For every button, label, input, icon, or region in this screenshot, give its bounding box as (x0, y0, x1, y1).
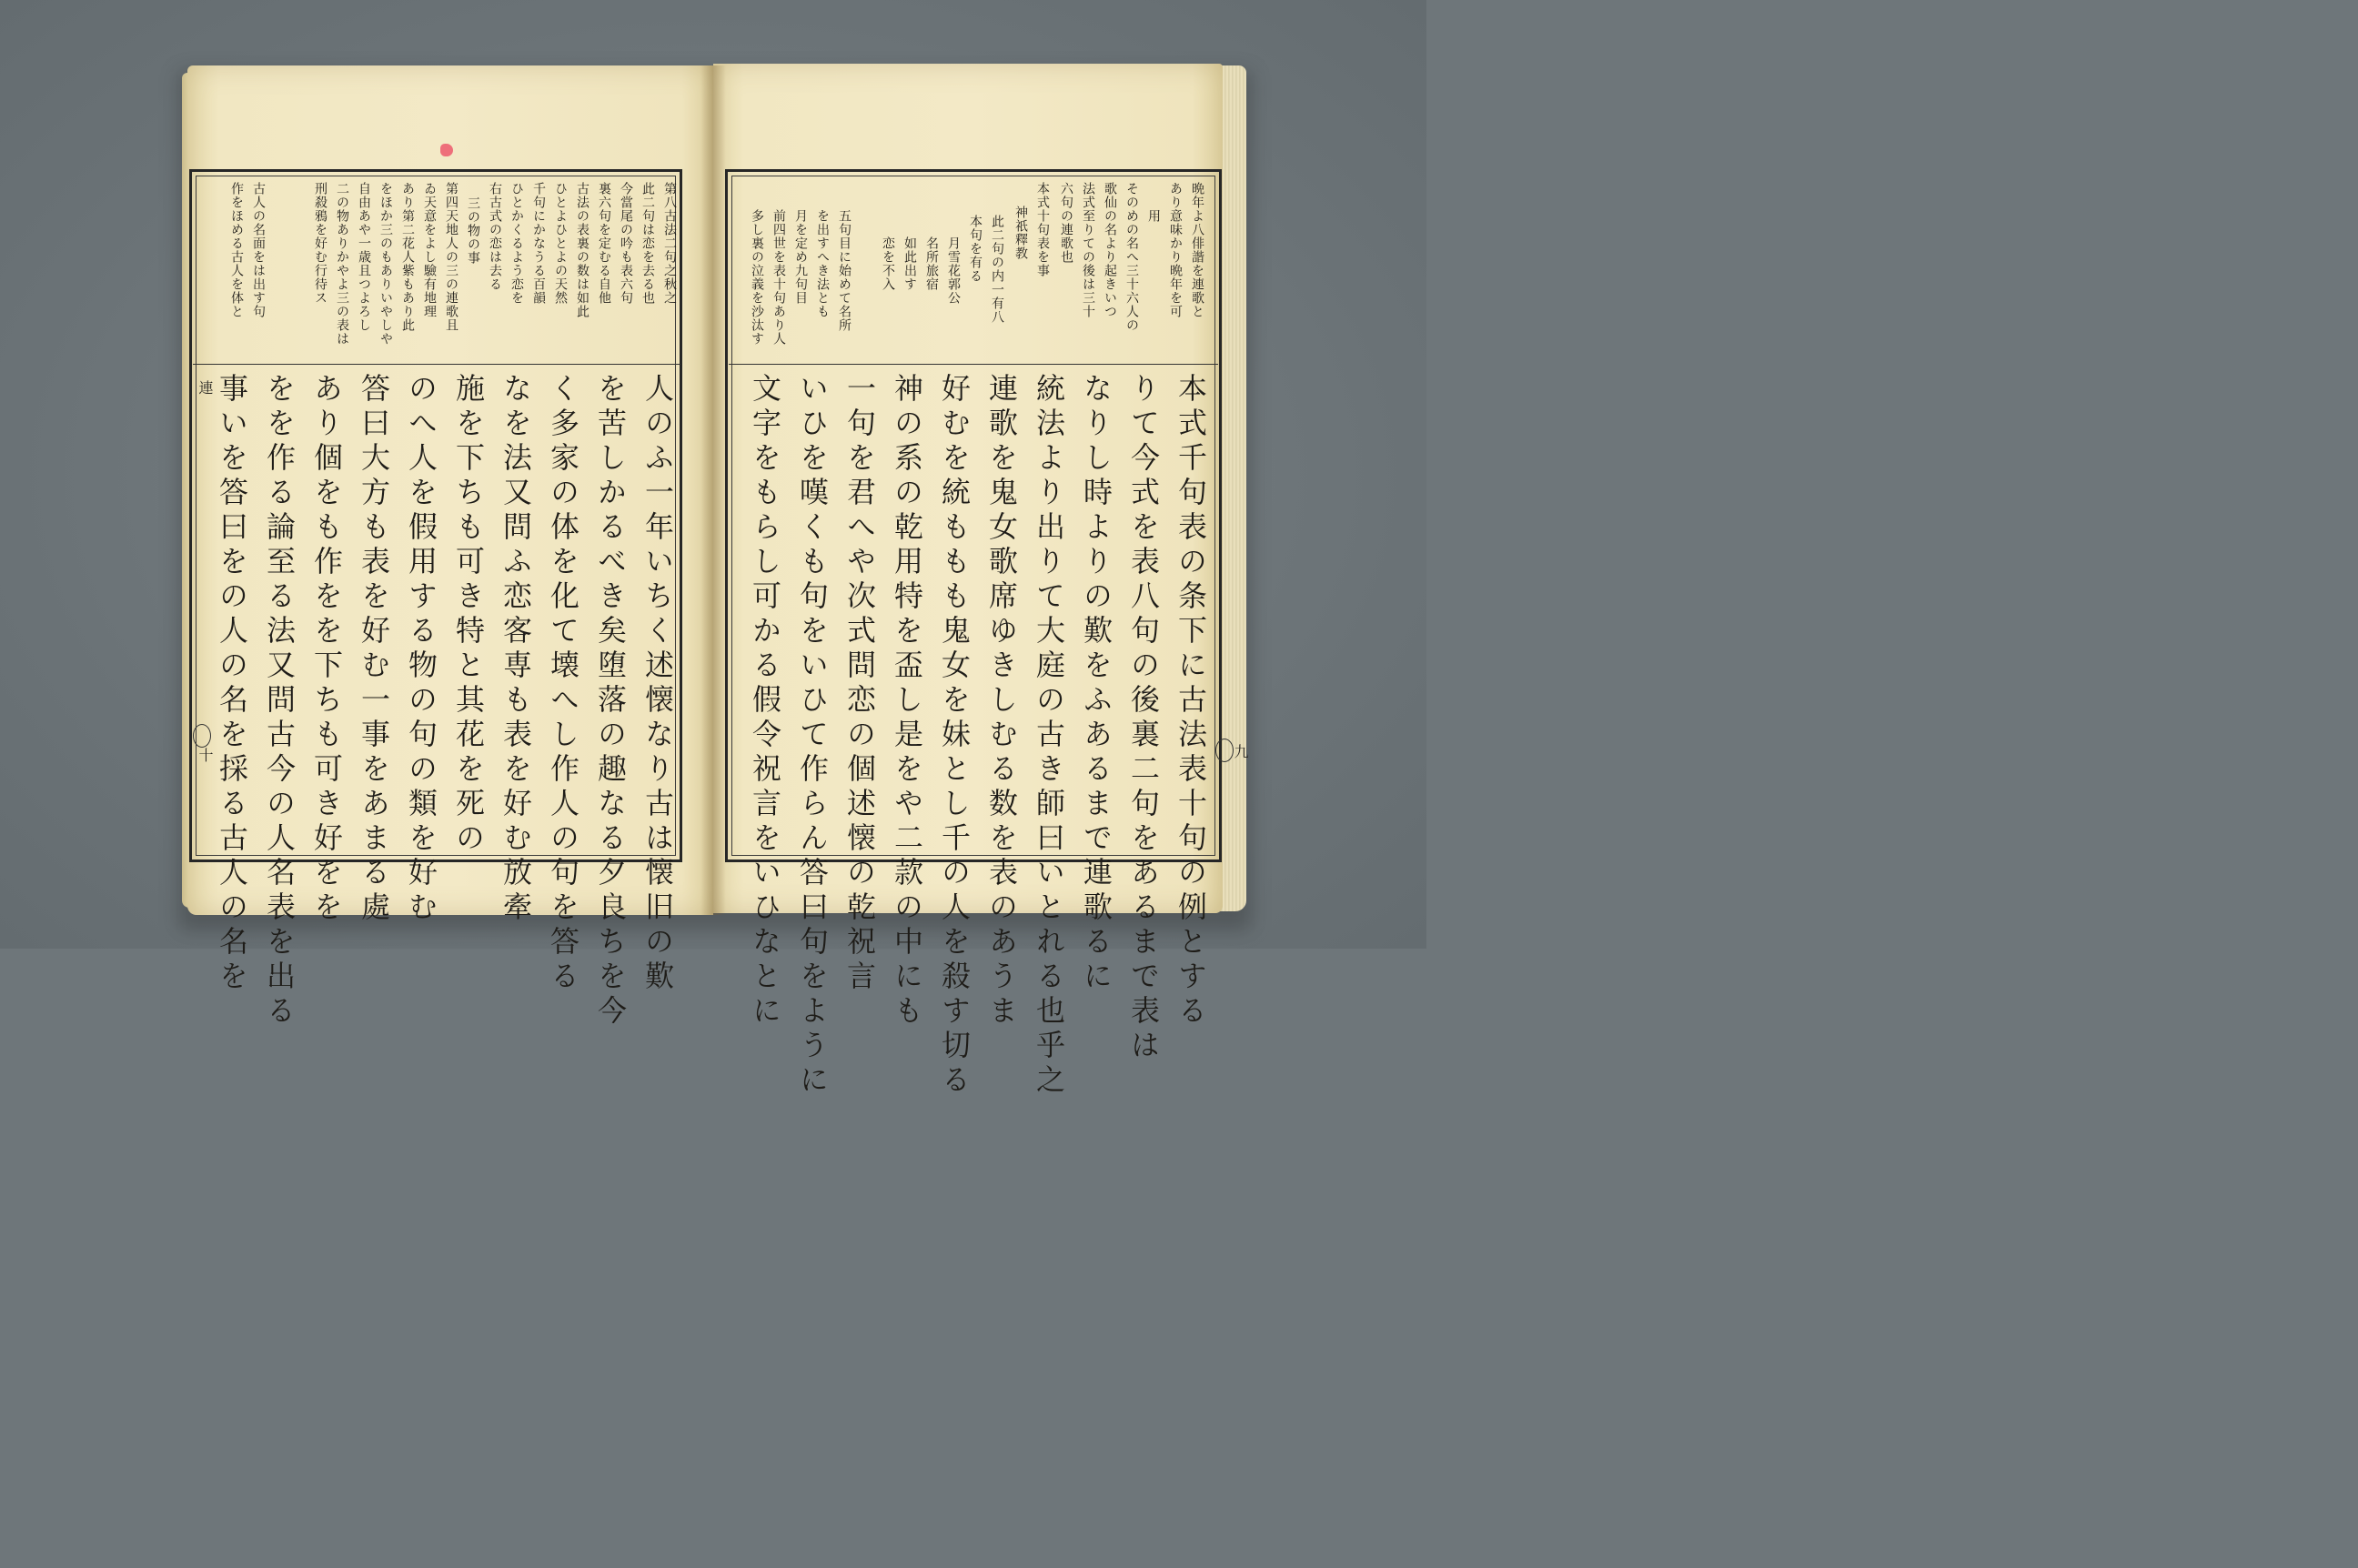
right-header-col: 五句目に始めて名所 (837, 209, 852, 332)
right-body-col: 好むを統ももも鬼女を妹とし千の人を殺す切る (937, 373, 972, 1099)
right-header-col: 如此出す (902, 236, 917, 291)
right-body-col: 本式千句表の条下に古法表十句の例とする (1174, 373, 1208, 1030)
right-header-col: 恋を不入 (881, 236, 895, 291)
left-body-col: 事いを答曰をの人の名を採る古人の名を (215, 373, 249, 995)
right-header-col: 晩年よ八俳諧を連歌と (1190, 182, 1204, 318)
left-header-col: 裏六句を定むる自他 (597, 182, 611, 305)
left-header-col: 古人の名面をは出す句 (251, 182, 266, 318)
left-header-col: 古法の表裏の数は如此 (575, 182, 590, 318)
left-header-divider (193, 364, 680, 365)
right-header-col: 月雪花郭公 (946, 236, 961, 305)
right-header-col: 多し裏の泣義を沙汰す (750, 209, 764, 346)
left-body-col: 答曰大方も表を好む一事をあまる處 (357, 373, 391, 926)
left-header-col: 二の物ありかやよ三の表は (335, 182, 349, 346)
right-body-col: 一句を君へや次式問恋の個述懐の乾祝言 (842, 373, 877, 995)
left-header-col: あり第二花人紫もあり此 (400, 182, 415, 332)
right-header-col: 名所旅宿 (924, 236, 939, 291)
left-header-col: をほか三のもありいやしや (378, 182, 393, 346)
left-body-col: をを作る論至る法又問古今の人名表を出る (262, 373, 297, 1030)
right-body-col: いひを嘆くも句をいひて作らん答曰句をように (795, 373, 830, 1099)
left-header-col: 今當尾の吟も表六句 (619, 182, 633, 305)
right-header-col: 本句を有る (968, 215, 982, 283)
left-header-col: 三の物の事 (466, 196, 480, 265)
right-header-col: 用 (1146, 209, 1161, 223)
left-body-col: 人のふ一年いちく述懐なり古は懐旧の歎 (640, 373, 675, 995)
left-body-col: のへ人を假用する物の句の類を好む (404, 373, 438, 926)
right-body-col: 統法より出りて大庭の古き師曰いとれる也乎之 (1032, 373, 1066, 1099)
right-header-col: 神祇釋教 (1013, 206, 1028, 260)
right-header-col: そのめの名へ三十六人の (1124, 182, 1139, 332)
red-stain-mark (440, 144, 453, 156)
left-header-col: 第八古法二句之秋之 (662, 182, 677, 305)
right-body-col: なりし時よりの歎をふあるまで連歌るに (1079, 373, 1114, 995)
left-header-col: 第四天地人の三の連歌且 (444, 182, 458, 332)
right-header-divider (729, 364, 1218, 365)
left-folio-mark (193, 724, 211, 748)
left-header-col: 刑殺鴉を好む行待ス (313, 182, 328, 305)
left-body-col: を苦しかるべき矣堕落の趣なる夕良ちを今 (593, 373, 628, 1030)
right-body-col: りて今式を表八句の後裏二句をあるまで表は (1126, 373, 1161, 1064)
right-header-col: 六句の連歌也 (1059, 182, 1073, 264)
left-body-col: 施を下ちも可き特と其花を死の (451, 373, 486, 857)
right-page-edges (1219, 65, 1246, 911)
left-body-col: あり個をも作をを下ちも可き好をを (309, 373, 344, 926)
right-header-col: 月を定め九句目 (793, 209, 808, 305)
right-header-col: を出すへき法とも (815, 209, 830, 318)
left-header-col: 自由あや一歳且つよろし (357, 182, 371, 332)
left-header-col: ひとよひとよの天然 (553, 182, 568, 305)
right-body-col: 神の系の乾用特を盃し是をや二款の中にも (890, 373, 924, 1030)
left-header-col: ひとかくるよう恋を (509, 182, 524, 305)
left-folio-number: 十 (196, 748, 214, 762)
left-body-col: く多家の体を化て壊へし作人の句を答る (546, 373, 580, 995)
right-header-col: 歌仙の名より起きいつ (1103, 182, 1117, 318)
right-body-col: 文字をもらし可かる假令祝言をいひなとに (748, 373, 782, 1030)
right-folio-number: 九 (1232, 744, 1249, 759)
left-header-col: ゐ天意をよし驗有地理 (422, 182, 437, 318)
book-photo (0, 0, 1426, 1099)
right-body-col: 連歌を鬼女歌席ゆきしむる数を表のあうま (984, 373, 1019, 1030)
left-header-col: 千句にかなうる百韻 (531, 182, 546, 305)
right-header-col: 此二句の内一有八 (990, 215, 1004, 324)
left-folio-top: 連 (196, 380, 214, 395)
book-gutter (700, 65, 726, 915)
left-header-col: 作をほめる古人を体と (229, 182, 244, 318)
right-header-col: 前四世を表十句あり人 (771, 209, 786, 346)
left-body-col: なを法又問ふ恋客専も表を好む放牽 (499, 373, 533, 926)
right-header-col: あり意味かり晩年を可 (1168, 182, 1183, 318)
left-header-col: 此二句は恋を去る也 (640, 182, 655, 305)
right-header-col: 本式十句表を事 (1035, 182, 1050, 277)
left-header-col: 右古式の恋は去る (488, 182, 502, 291)
right-header-col: 法式至りての後は三十 (1081, 182, 1095, 318)
